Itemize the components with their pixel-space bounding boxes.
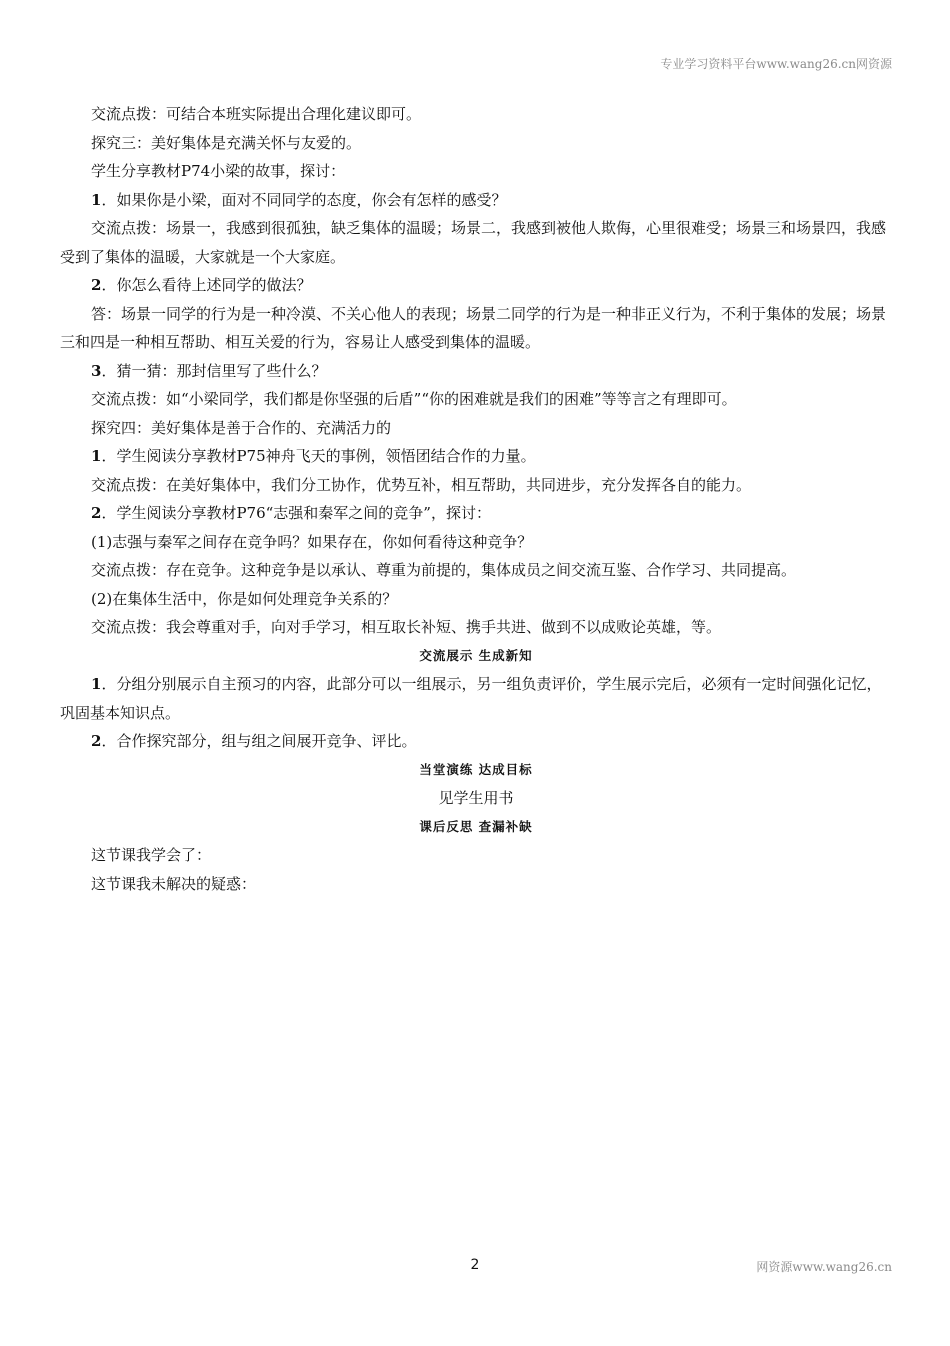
paragraph: 交流点拨：存在竞争。这种竞争是以承认、尊重为前提的，集体成员之间交流互鉴、合作学习、共同提高。 — [91, 561, 797, 579]
practice-note: 见学生用书 — [438, 789, 514, 807]
list-item: 2．合作探究部分，组与组之间展开竞争、评比。 — [91, 732, 417, 750]
question-item: 3．猜一猜：那封信里写了些什么？ — [91, 361, 327, 380]
paragraph: (1)志强与秦军之间存在竞争吗？如果存在，你如何看待这种竞争？ — [91, 532, 533, 551]
paragraph: 答：场景一同学的行为是一种冷漠、不关心他人的表现；场景二同学的行为是一种非正义行为，不利于集体的发展；场景三和四是一种相互帮助、相互关爱的行为，容易让人感受到集体的温暖。 — [60, 304, 887, 351]
section-heading-practice: 当堂演练 达成目标 — [419, 761, 533, 777]
paragraph: 交流点拨：在美好集体中，我们分工协作，优势互补，相互帮助，共同进步，充分发挥各自的能力。 — [91, 475, 752, 494]
paragraph: 交流点拨：场景一，我感到很孤独，缺乏集体的温暖；场景二，我感到被他人欺侮，心里很难受；场景三和场景四，我感受到了集体的温暖，大家就是一个大家庭。 — [60, 219, 887, 266]
paragraph: 探究三：美好集体是充满关怀与友爱的。 — [91, 133, 362, 152]
page-number: 2 — [470, 1257, 480, 1273]
question-item: 2．学生阅读分享教材P76“志强和秦军之间的竞争”，探讨： — [91, 504, 491, 522]
paragraph: 交流点拨：如“小梁同学，我们都是你坚强的后盾”“你的困难就是我们的困难”等等言之有理即可。 — [91, 390, 737, 408]
paragraph: 学生分享教材P74小梁的故事，探讨： — [91, 162, 346, 180]
paragraph: 探究四：美好集体是善于合作的、充满活力的 — [91, 418, 392, 437]
question-item: 1．学生阅读分享教材P75神舟飞天的事例，领悟团结合作的力量。 — [91, 447, 536, 465]
reflection-line: 这节课我学会了： — [91, 846, 212, 864]
page-footer-source: 网资源www.wang26.cn — [756, 1260, 892, 1274]
list-item: 1．分组分别展示自主预习的内容，此部分可以一组展示，另一组负责评价，学生展示完后，必须有一定时间强化记忆，巩固基本知识点。 — [60, 675, 882, 722]
page-header-source: 专业学习资料平台www.wang26.cn网资源 — [660, 57, 892, 71]
document-body — [60, 100, 892, 898]
question-item: 1．如果你是小梁，面对不同同学的态度，你会有怎样的感受？ — [91, 190, 507, 209]
reflection-line: 这节课我未解决的疑惑： — [91, 874, 257, 893]
paragraph: 交流点拨：我会尊重对手，向对手学习，相互取长补短、携手共进、做到不以成败论英雄，等。 — [91, 618, 722, 636]
paragraph: 交流点拨：可结合本班实际提出合理化建议即可。 — [91, 105, 422, 123]
section-heading-show: 交流展示 生成新知 — [419, 647, 533, 663]
question-item: 2．你怎么看待上述同学的做法？ — [91, 276, 312, 294]
paragraph: (2)在集体生活中，你是如何处理竞争关系的？ — [91, 589, 398, 608]
section-heading-reflect: 课后反思 查漏补缺 — [419, 818, 533, 834]
